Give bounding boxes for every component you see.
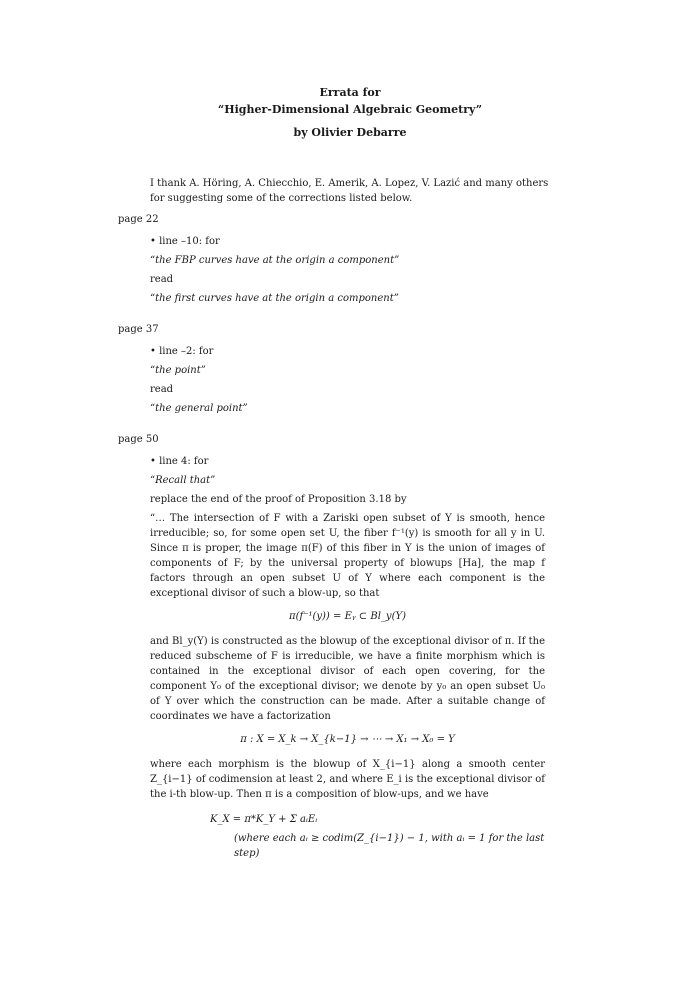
title-line-2: “Higher-Dimensional Algebraic Geometry” — [217, 103, 483, 116]
intro-paragraph: I thank A. Höring, A. Chiecchio, E. Amerik, A. Lopez, V. Lazić and many others for suggesting some of the corrections listed below. — [150, 178, 549, 204]
section-body — [150, 454, 558, 507]
line-location: • line –10: for — [150, 236, 220, 247]
display-equation-1: π(f⁻¹(y)) = Eᵧ ⊂ Bl_y(Y) — [289, 611, 406, 622]
section-page-22 — [118, 212, 558, 310]
new-text: “the general point” — [150, 403, 248, 414]
section-page-50 — [118, 432, 558, 865]
proof-paragraph-2: and Bl_y(Y) is constructed as the blowup of the exceptional divisor of π. If the reduced subscheme of F is irreducible, we have a finite morphism which is contained in the exceptional divisor of each open covering, for the component Y₀ of the exceptional divisor; we denote by y₀ an open subset U₀ of Y over which the construction can be made. After a suitable change of coordinates we have a factorization — [150, 636, 545, 722]
display-equation-2: π : X = X_k → X_{k−1} → ⋯ → X₁ → X₀ = Y — [240, 734, 455, 745]
section-page-37 — [118, 322, 558, 420]
section-body — [150, 344, 558, 416]
page-reference: page 22 — [118, 214, 159, 225]
title-line-1: Errata for — [319, 86, 381, 99]
read-label: read — [150, 384, 174, 395]
read-label: read — [150, 274, 174, 285]
old-text: “Recall that” — [150, 475, 216, 486]
equation-line-1: K_X = π*K_Y + Σ aᵢEᵢ — [210, 814, 318, 825]
page-reference: page 37 — [118, 324, 159, 335]
proof-replacement — [150, 511, 545, 861]
line-location: • line 4: for — [150, 456, 209, 467]
equation-line-2: (where each aᵢ ≥ codim(Z_{i−1}) − 1, with aᵢ = 1 for the last step) — [234, 833, 545, 859]
page-reference: page 50 — [118, 434, 159, 445]
line-location: • line –2: for — [150, 346, 214, 357]
proof-paragraph-1: “… The intersection of F with a Zariski open subset of Y is smooth, hence irreducible; so, for some open set U, the fiber f⁻¹(y) is smooth for all y in U. Since π is proper, the image π(F) of this fiber in Y is the union of images of components of F; by the universal property of blowups [Ha], the map f factors through an open subset U of Y where each component is the exceptional divisor of such a blow-up, so that — [150, 513, 545, 599]
author-line: by Olivier Debarre — [293, 126, 407, 139]
new-text: “the first curves have at the origin a component” — [150, 293, 399, 304]
old-text: “the FBP curves have at the origin a component” — [150, 255, 400, 266]
section-body — [150, 234, 558, 306]
title-block — [0, 84, 700, 141]
replace-line: replace the end of the proof of Proposition 3.18 by — [150, 494, 407, 505]
old-text: “the point” — [150, 365, 206, 376]
proof-paragraph-3: where each morphism is the blowup of X_{i−1} along a smooth center Z_{i−1} of codimension at least 2, and where E_i is the exceptional divisor of the i-th blow-up. Then π is a composition of blow-ups, and we have — [150, 759, 545, 800]
display-equation-3 — [210, 812, 545, 861]
